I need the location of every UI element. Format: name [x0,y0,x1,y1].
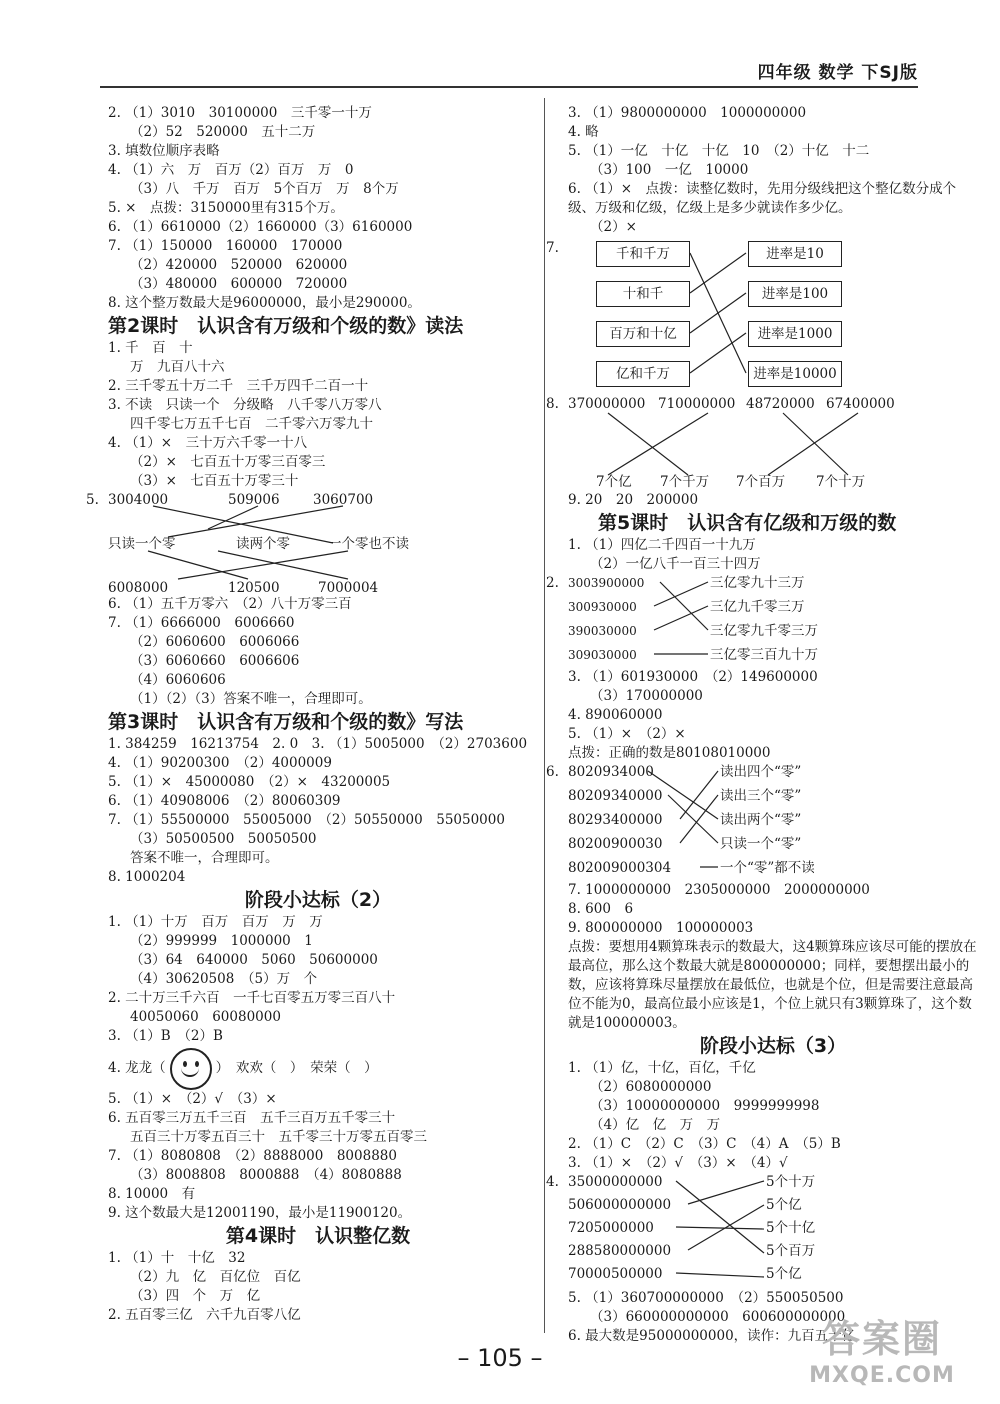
answer-line: 5. （1）一亿 十亿 十亿 10 （2）十亿 十二 [568,143,870,159]
answer-line: 2. （1）3010 30100000 三千零一十万 [108,105,372,121]
answer-line: 4. （1）× 三十万六千零一十八 [108,435,308,451]
match-label: 7个百万 [736,474,786,490]
match-number: 300930000 [568,600,637,614]
question-number: 7. [546,240,559,256]
match-reading: 读出两个“零” [720,812,802,828]
question-number: 5. [86,492,99,508]
answer-line: 3. （1）× （2）√ （3）× （4）√ [568,1155,788,1171]
answer-line: （3）10000000000 9999999998 [590,1098,820,1114]
answer-line: 5. （1）360700000000 （2）550050500 [568,1290,844,1306]
answer-line: （3）64 640000 5060 50600000 [130,952,378,968]
answer-line: （3）660000000000 600600000000 [590,1309,846,1325]
answer-line: 1. （1）十 十亿 32 [108,1250,246,1266]
answer-line: 4. （1）90200300 （2）4000009 [108,755,332,771]
answer-line: 4. （1）六 万 百万（2）百万 万 0 [108,162,354,178]
answer-line: 2. 五百零三亿 六千九百零八亿 [108,1307,301,1323]
answers-block-4 [108,735,528,887]
answer-line: （3）100 一亿 10000 [590,162,749,178]
match-number: 120500 [228,580,280,596]
section-heading: 第4课时 认识整亿数 [225,1225,411,1247]
answer-line: 答案不唯一，合理即可。 [130,850,279,866]
answer-line: （3）50500500 50050500 [130,831,317,847]
answer-line: （2）999999 1000000 1 [130,933,313,949]
answer-line: （3）170000000 [590,688,703,704]
watermark-main: 答案圈 [821,1317,942,1361]
match-number: 8020934000 [568,764,654,780]
match-box-right: 进率是1000 [748,321,842,347]
watermark-url: MXQE.COM [809,1363,955,1388]
answers-block-r2 [568,536,978,574]
match-number: 7205000000 [568,1220,654,1236]
answers-block-r3 [568,668,978,763]
page-number: – 105 – [457,1344,543,1372]
match-number: 710000000 [658,396,736,412]
match-number: 7000004 [318,580,379,596]
match-reading: 三亿九千零三万 [710,599,805,615]
answer-line: （3）× 七百五十万零三十 [130,473,299,489]
match-label: 5个亿 [766,1266,802,1282]
match-reading: 一个零也不读 [328,536,409,552]
answer-line: 7. 1000000000 2305000000 2000000000 [568,882,870,898]
page-header [0,0,1000,92]
answer-line: 7. （1）8080808 （2）8888000 8008880 [108,1148,397,1164]
answer-line: 1. （1）亿，十亿，百亿，千亿 [568,1060,756,1076]
answer-line: （2）× [590,219,637,235]
answer-line: （3）6060660 6006606 [130,653,300,669]
answers-block-5 [108,913,528,1046]
answer-line: （1）（2）（3）答案不唯一，合理即可。 [130,691,372,707]
match-number: 309030000 [568,648,637,662]
answer-line: 6. （1）五千万零六 （2）八十万零三百 [108,596,352,612]
answer-line: 1. 千 百 十 [108,340,193,356]
answers-block-2 [108,339,528,491]
match-number: 802009000304 [568,860,672,876]
question-number: 6. [546,764,559,780]
match-label: 5个十亿 [766,1220,816,1236]
answer-line: 4. 略 [568,124,599,140]
match-box-right: 进率是100 [748,281,842,307]
column-divider [544,98,545,1333]
answer-line: （3）八 千万 百万 5个百万 万 8个万 [130,181,399,197]
match-number: 3004000 [108,492,169,508]
answer-line: （2）6080000000 [590,1079,712,1095]
answer-line: 8. 1000204 [108,869,186,885]
answer-line: 2. 二十万三千六百 一千七百零五万零三百八十 [108,990,396,1006]
match-number: 67400000 [826,396,895,412]
match-reading: 读出三个“零” [720,788,802,804]
answer-line: 8. 这个整万数最大是96000000，最小是290000。 [108,295,421,311]
matching-diagram-zeros [546,763,978,881]
answer-line: 5. （1）× 45000080 （2）× 43200005 [108,774,391,790]
answer-line: （3）480000 600000 720000 [130,276,348,292]
question-number: 8. [546,396,559,412]
matching-diagram-reading [86,491,528,596]
left-column [86,104,528,1325]
answer-line: 9. 20 20 200000 [568,492,699,508]
answer-line: （4）亿 亿 万 万 [590,1117,721,1133]
answer-line: 1. 384259 16213754 2. 0 3. （1）5005000 （2）2703600 [108,736,528,752]
answers-block-1 [108,104,528,313]
answer-line: 7. （1）6666000 6006660 [108,615,295,631]
match-reading: 只读一个零 [108,536,176,552]
question-number: 2. [546,575,559,591]
answer-line: （3）8008808 8000888 （4）8080888 [130,1167,402,1183]
answer-line: 2. 三千零五十万二千 三千万四千二百一十 [108,378,369,394]
answer-line: 五百三十万零五百三十 五千零三十万零五百零三 [130,1129,427,1145]
answer-line: 6. 最大数是95000000000，读作：九百五十亿 [568,1328,856,1344]
answer-line: 3. （1）9800000000 1000000000 [568,105,807,121]
match-reading: 三亿零三百九十万 [710,647,818,663]
answers-block-7 [108,1249,528,1325]
match-number: 288580000000 [568,1243,672,1259]
match-number: 3060700 [313,492,374,508]
match-label: 7个十万 [816,474,866,490]
answer-line: 9. 800000000 100000003 [568,920,754,936]
match-reading: 三亿零九十三万 [710,575,805,591]
watermark-logo [782,1308,982,1386]
match-number: 6008000 [108,580,169,596]
answer-line: 40050060 60080000 [130,1009,281,1025]
smiley-icon [170,1048,212,1090]
answer-line: 四千零七万五千七百 二千零六万零九十 [130,416,373,432]
answer-line: （2）× 七百五十万零三百零三 [130,454,326,470]
match-label: 5个百万 [766,1243,816,1259]
match-number: 48720000 [746,396,815,412]
match-number: 506000000000 [568,1197,672,1213]
matching-diagram-yi [546,574,978,668]
answer-line: 7. （1）150000 160000 170000 [108,238,343,254]
header-title: 四年级 数学 下SJ版 [757,63,918,83]
answer-line: 2. （1）C （2）C （3）C （4）A （5）B [568,1136,841,1152]
question-number: 4. [546,1174,559,1190]
answer-line: 5. （1）× （2）√ （3）× [108,1091,277,1107]
match-number: 3003900000 [568,576,645,590]
match-number: 80293400000 [568,812,663,828]
answer-line: 9. 这个数最大是12001190，最小是11900120。 [108,1205,412,1221]
answer-line: 3. 不读 只读一个 分级略 八千零八万零八 [108,397,382,413]
answer-line: 8. 10000 有 [108,1186,196,1202]
match-number: 80209340000 [568,788,663,804]
answer-line: （4）6060606 [130,672,226,688]
answers-block-3 [108,595,528,709]
match-label: 7个亿 [596,474,632,490]
match-number: 70000500000 [568,1266,663,1282]
match-number: 80200900030 [568,836,663,852]
answer-line: 3. 填数位顺序表略 [108,143,220,159]
stage-heading: 阶段小达标（3） [699,1035,847,1057]
stage-heading: 阶段小达标（2） [244,889,392,911]
answer-line: （2）52 520000 五十二万 [130,124,316,140]
answers-block-r4 [568,881,978,938]
matching-diagram-fives [546,1173,978,1289]
answer-line: 5. × 点拨：3150000里有315个万。 [108,200,344,216]
match-box-right: 进率是10 [748,241,842,267]
hint-paragraph: 点拨：要想用4颗算珠表示的数最大，这4颗算珠应该尽可能的摆放在最高位，那么这个数最大就是800000000；同样，要想摆出最小的数，应该将算珠尽量摆放在最低位，也就是个位，但是需要注意最高位不能为0，最高位最小应该是1，个位上就只有3颗算珠了，这个数就是100000003。 [568,939,977,1031]
answer-line: 4. 890060000 [568,707,663,723]
answer-line: （4）30620508 （5）万 个 [130,971,318,987]
match-number: 35000000000 [568,1174,663,1190]
match-reading: 三亿零九千零三万 [710,623,818,639]
answer-line: 8. 600 6 [568,901,634,917]
match-label: 7个千万 [660,474,710,490]
answer-line: 3. （1）B （2）B [108,1028,223,1044]
match-number: 370000000 [568,396,646,412]
match-reading: 一个“零”都不读 [720,860,815,876]
match-number: 390030000 [568,624,637,638]
match-reading: 读两个零 [236,536,290,552]
match-label: 5个亿 [766,1197,802,1213]
answer-text: ） 欢欢（ ） 荣荣（ ） [215,1060,378,1076]
answer-line: （2）九 亿 百亿位 百亿 [130,1269,301,1285]
answer-line: 6. 五百零三万五千三百 五千三百万五千零三十 [108,1110,396,1126]
answer-line: 6. （1）40908006 （2）80060309 [108,793,341,809]
answer-line: 点拨：正确的数是80108010000 [568,745,771,761]
match-reading: 读出四个“零” [720,764,802,780]
answer-line: （2）一亿八千一百三十四万 [590,556,761,572]
answer-line: 3. （1）601930000 （2）149600000 [568,669,818,685]
answer-text: 4. 龙龙（ [108,1060,166,1076]
answer-line: 7. （1）55500000 55005000 （2）50550000 55050000 [108,812,505,828]
matching-diagram-digits [546,395,978,491]
right-column [546,104,978,1346]
match-label: 5个十万 [766,1174,816,1190]
match-box-left: 千和千万 [596,241,690,267]
answer-line: （2）420000 520000 620000 [130,257,348,273]
match-box-left: 十和千 [596,281,690,307]
answer-line: 1. （1）十万 百万 百万 万 万 [108,914,323,930]
answers-block-r1 [568,104,978,180]
answer-line: 5. （1）× （2）× [568,726,686,742]
match-number: 509006 [228,492,280,508]
matching-diagram-rates [546,239,978,391]
section-heading: 第5课时 认识含有亿级和万级的数 [598,512,897,534]
match-box-left: 百万和十亿 [596,321,690,347]
answer-line: （2）6060600 6006066 [130,634,300,650]
match-box-left: 亿和千万 [596,361,690,387]
answer-paragraph: 6. （1）× 点拨：读整亿数时，先用分级线把这个整亿数分成个级、万级和亿级，亿级上是多少就读作多少亿。 [568,181,957,216]
header-rule [100,86,918,88]
answer-line: （3）四 个 万 亿 [130,1288,261,1304]
answer-line: 1. （1）四亿二千四百一十九万 [568,537,756,553]
answer-line: 万 九百八十六 [130,359,225,375]
answer-line-smiley [108,1046,528,1090]
section-heading: 第2课时 认识含有万级和个级的数》读法 [108,315,464,337]
section-heading: 第3课时 认识含有万级和个级的数》写法 [108,711,464,733]
answer-line: 6. （1）6610000（2）1660000（3）6160000 [108,219,413,235]
answers-block-6 [108,1090,528,1223]
match-box-right: 进率是10000 [748,361,842,387]
answers-block-r5 [568,1059,978,1173]
match-reading: 只读一个“零” [720,836,802,852]
